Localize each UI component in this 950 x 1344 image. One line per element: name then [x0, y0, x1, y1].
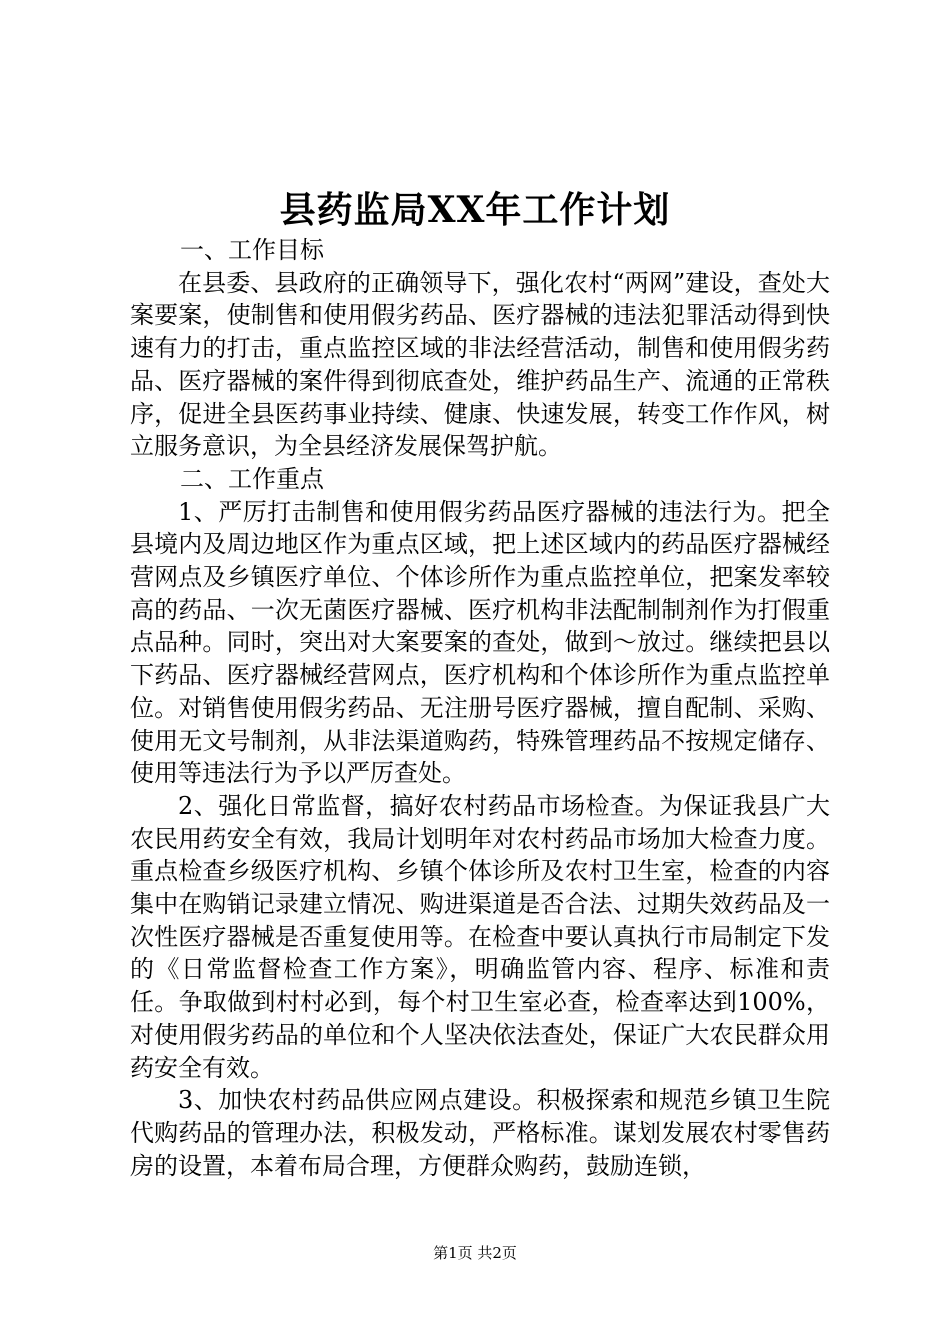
document-body [130, 234, 830, 1182]
paragraph-goals: 在县委、县政府的正确领导下，强化农村“两网”建设，查处大案要案，使制售和使用假劣药品、医疗器械的违法犯罪活动得到快速有力的打击，重点监控区域的非法经营活动，制售和使用假劣药品、医疗器械的案件得到彻底查处，维护药品生产、流通的正常秩序，促进全县医药事业持续、健康、快速发展，转变工作作风，树立服务意识，为全县经济发展保驾护航。 [130, 268, 830, 461]
section-heading-goals: 一、工作目标 [180, 236, 324, 264]
paragraph-focus-3: 3、加快农村药品供应网点建设。积极探索和规范乡镇卫生院代购药品的管理办法，积极发动，严格标准。谋划发展农村零售药房的设置，本着布局合理，方便群众购药，鼓励连锁， [130, 1086, 830, 1180]
document-title: 县药监局XX年工作计划 [279, 189, 671, 231]
paragraph-focus-2: 2、强化日常监督，搞好农村药品市场检查。为保证我县广大农民用药安全有效，我局计划明年对农村药品市场加大检查力度。重点检查乡级医疗机构、乡镇个体诊所及农村卫生室，检查的内容集中在购销记录建立情况、购进渠道是否合法、过期失效药品及一次性医疗器械是否重复使用等。在检查中要认真执行市局制定下发的《日常监督检查工作方案》，明确监管内容、程序、标准和责任。争取做到村村必到，每个村卫生室必查，检查率达到100%，对使用假劣药品的单位和个人坚决依法查处，保证广大农民群众用药安全有效。 [130, 791, 830, 1082]
page-footer: 第1页 共2页 [433, 1244, 517, 1262]
paragraph-focus-1: 1、严厉打击制售和使用假劣药品医疗器械的违法行为。把全县境内及周边地区作为重点区域，把上述区域内的药品医疗器械经营网点及乡镇医疗单位、个体诊所作为重点监控单位，把案发率较高的药品、一次无菌医疗器械、医疗机构非法配制制剂作为打假重点品种。同时，突出对大案要案的查处，做到～放过。继续把县以下药品、医疗器械经营网点，医疗机构和个体诊所作为重点监控单位。对销售使用假劣药品、无注册号医疗器械，擅自配制、采购、使用无文号制剂，从非法渠道购药，特殊管理药品不按规定储存、使用等违法行为予以严厉查处。 [130, 497, 830, 788]
section-heading-focus: 二、工作重点 [180, 464, 324, 493]
